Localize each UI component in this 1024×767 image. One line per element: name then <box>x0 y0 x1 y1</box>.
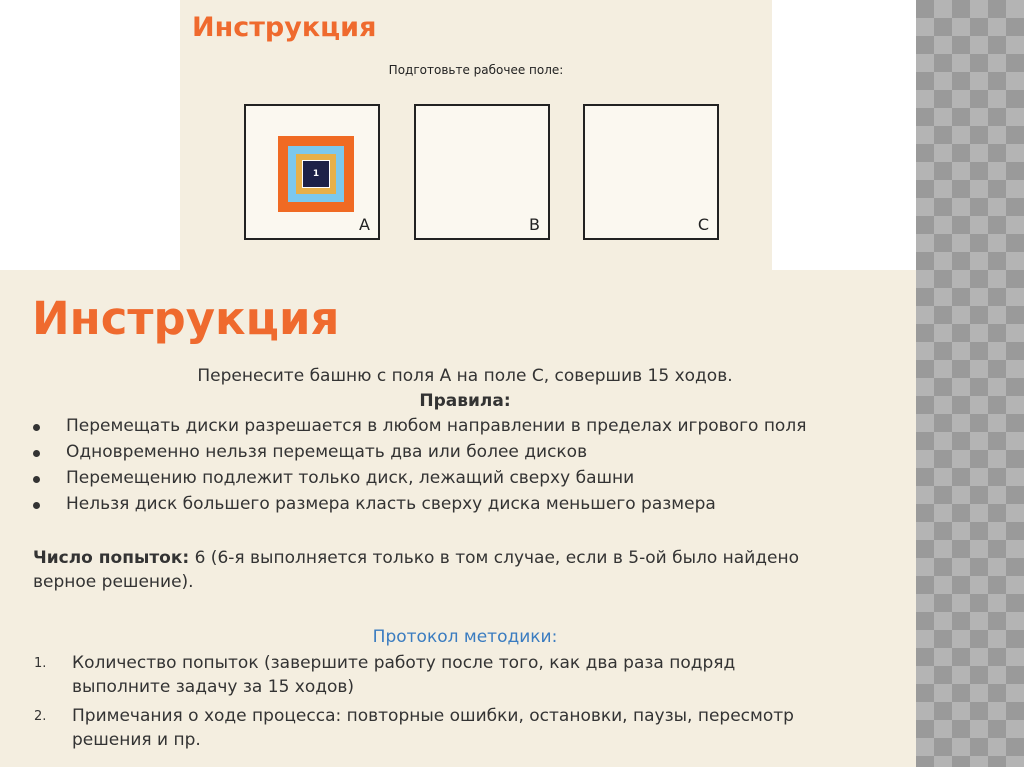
protocol-item-cont: решения и пр. <box>72 730 201 750</box>
attempts-line <box>33 548 799 568</box>
bullet-icon <box>33 476 40 483</box>
preview-title: Инструкция <box>192 12 377 43</box>
main-title: Инструкция <box>32 292 340 345</box>
rule-item: Перемещать диски разрешается в любом направлении в пределах игрового поля <box>66 416 807 436</box>
field-c <box>583 104 719 240</box>
protocol-heading: Протокол методики: <box>372 627 558 647</box>
bullet-icon <box>33 450 40 457</box>
disk-number: 1 <box>312 169 320 179</box>
attempts-text: 6 (6-я выполняется только в том случае, если в 5-ой было найдено <box>189 548 799 568</box>
preview-slide <box>180 0 772 270</box>
rule-item: Перемещению подлежит только диск, лежащий сверху башни <box>66 468 635 488</box>
rules-heading: Правила: <box>419 391 511 411</box>
protocol-item: Примечания о ходе процесса: повторные ошибки, остановки, паузы, пересмотр <box>72 706 794 726</box>
protocol-item-cont: выполните задачу за 15 ходов) <box>72 677 355 697</box>
field-label: А <box>359 215 370 234</box>
attempts-label: Число попыток: <box>33 548 190 568</box>
attempts-text-cont: верное решение). <box>33 572 194 592</box>
field-b <box>414 104 550 240</box>
rule-item: Одновременно нельзя перемещать два или более дисков <box>66 442 588 462</box>
protocol-item: Количество попыток (завершите работу после того, как два раза подряд <box>72 653 736 673</box>
bullet-icon <box>33 502 40 509</box>
field-label: С <box>697 215 709 234</box>
field-label: В <box>529 215 540 234</box>
list-number: 2. <box>34 709 47 724</box>
rule-item: Нельзя диск большего размера класть сверху диска меньшего размера <box>66 494 716 514</box>
preview-subtitle: Подготовьте рабочее поле: <box>388 63 564 77</box>
task-text: Перенесите башню с поля А на поле С, совершив 15 ходов. <box>197 366 733 386</box>
list-number: 1. <box>34 656 47 671</box>
bullet-icon <box>33 424 40 431</box>
main-slide <box>0 270 916 767</box>
disk-1 <box>302 160 330 188</box>
field-a <box>244 104 380 240</box>
decorative-pattern <box>916 0 1024 767</box>
